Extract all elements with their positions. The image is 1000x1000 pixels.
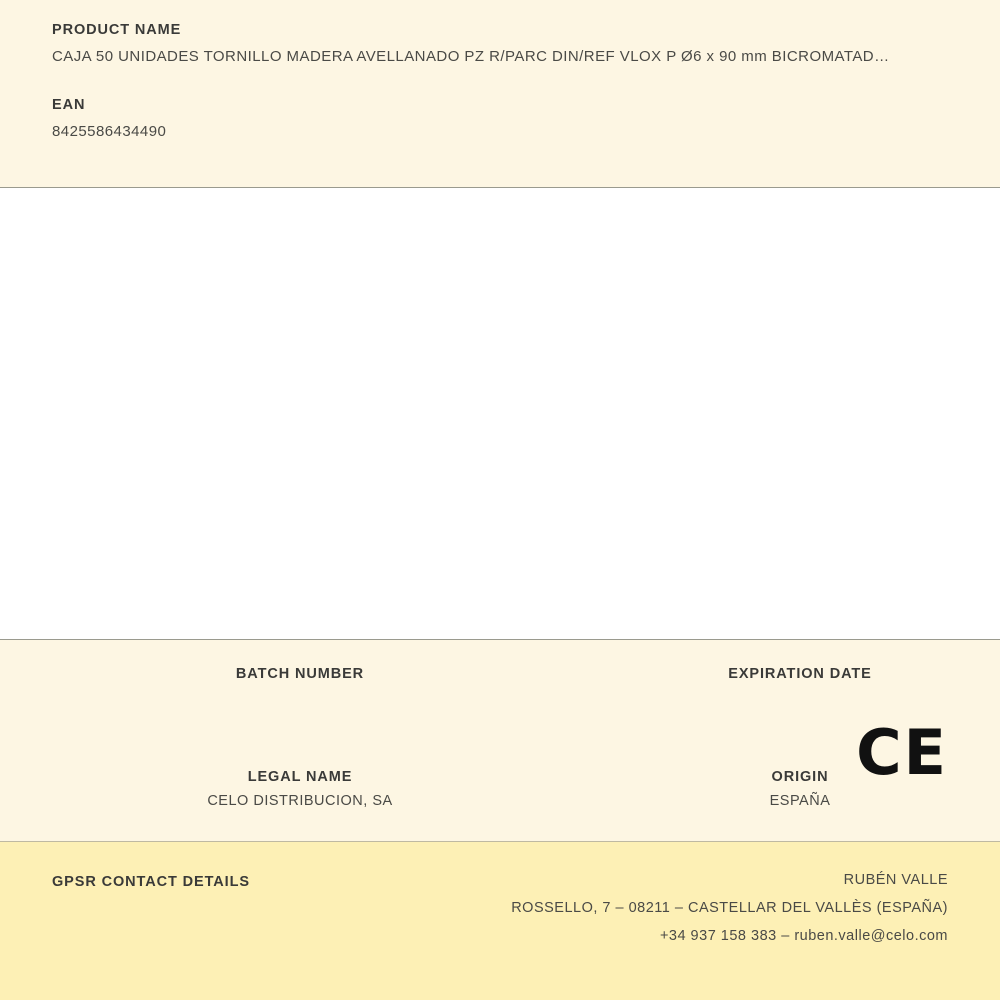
gpsr-footer-block bbox=[0, 842, 1000, 1000]
batch-number-cell bbox=[0, 666, 600, 707]
info-row-legal-origin bbox=[0, 769, 1000, 810]
spacer bbox=[52, 65, 948, 97]
expiration-date-cell bbox=[600, 666, 1000, 707]
gpsr-contact-details bbox=[511, 872, 948, 944]
legal-name-label: LEGAL NAME bbox=[247, 769, 353, 785]
ean-label: EAN bbox=[52, 97, 86, 113]
product-name-label: PRODUCT NAME bbox=[52, 22, 182, 38]
info-row-batch-expiration bbox=[0, 666, 1000, 707]
gpsr-contact-name: RUBÉN VALLE bbox=[843, 872, 948, 888]
ean-value: 8425586434490 bbox=[52, 123, 167, 140]
batch-number-label: BATCH NUMBER bbox=[235, 666, 365, 682]
origin-label: ORIGIN bbox=[771, 769, 829, 785]
ce-marking-icon: CE bbox=[856, 716, 948, 789]
product-name-value: CAJA 50 UNIDADES TORNILLO MADERA AVELLANADO PZ R/PARC DIN/REF VLOX P Ø6 x 90 mm BICROMATAD… bbox=[52, 48, 890, 65]
product-info-block bbox=[0, 640, 1000, 842]
origin-value: ESPAÑA bbox=[769, 793, 831, 809]
gpsr-contact-address: ROSSELLO, 7 – 08211 – CASTELLAR DEL VALLÈS (ESPAÑA) bbox=[511, 900, 948, 916]
batch-number-value bbox=[0, 690, 600, 707]
gpsr-contact-phone-email: +34 937 158 383 – ruben.valle@celo.com bbox=[659, 928, 948, 944]
legal-name-cell bbox=[0, 769, 600, 810]
product-image-area bbox=[0, 188, 1000, 640]
expiration-date-value bbox=[600, 690, 1000, 707]
legal-name-value: CELO DISTRIBUCION, SA bbox=[207, 793, 393, 809]
gpsr-contact-label: GPSR CONTACT DETAILS bbox=[52, 874, 250, 890]
expiration-date-label: EXPIRATION DATE bbox=[728, 666, 872, 682]
product-header-block bbox=[0, 0, 1000, 188]
